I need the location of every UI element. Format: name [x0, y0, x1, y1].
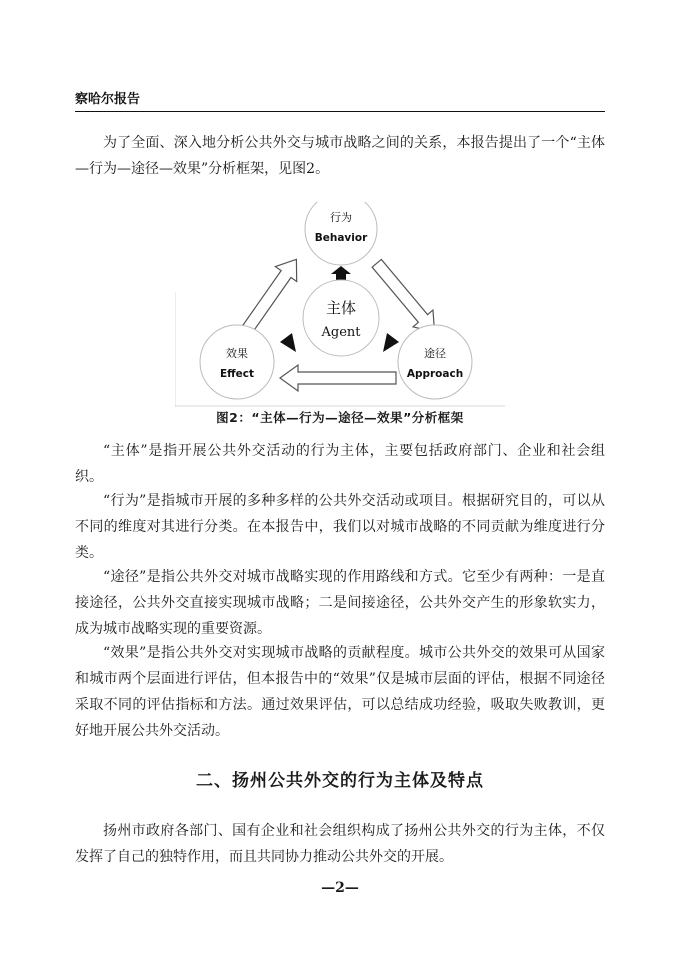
behavior-label-cn: 行为 — [330, 211, 352, 224]
intro-paragraph: 为了全面、深入地分析公共外交与城市战略之间的关系，本报告提出了一个“主体—行为—途径—效果”分析框架，见图2。 — [75, 135, 605, 177]
approach-paragraph: “途径”是指公共外交对城市战略实现的作用路线和方式。它至少有两种：一是直接途径，公共外交直接实现城市战略；二是间接途径，公共外交产生的形象软实力，成为城市战略实现的重要资源。 — [75, 569, 605, 637]
solid-arrow-up — [331, 266, 351, 280]
effect-node — [200, 325, 274, 399]
approach-node — [398, 325, 472, 399]
figure-caption: 图2：“主体—行为—途径—效果”分析框架 — [216, 410, 464, 425]
section-heading: 二、扬州公共外交的行为主体及特点 — [196, 771, 484, 791]
behavior-label-en: Behavior — [314, 232, 368, 244]
header-divider — [75, 111, 605, 112]
arrow-approach-to-effect — [280, 365, 396, 391]
approach-label-cn: 途径 — [424, 347, 446, 360]
solid-arrow-right — [383, 333, 399, 352]
report-header-title: 察哈尔报告 — [75, 92, 141, 107]
effect-label-en: Effect — [219, 368, 255, 380]
agent-node — [303, 280, 379, 356]
effect-paragraph: “效果”是指公共外交对实现城市战略的贡献程度。城市公共外交的效果可从国家和城市两个层面进行评估，但本报告中的“效果”仅是城市层面的评估，根据不同途径采取不同的评估指标和方法。通过效果评估，可以总结成功经验，吸取失败教训，更好地开展公共外交活动。 — [75, 645, 605, 739]
agent-label-en: Agent — [321, 325, 361, 340]
effect-label-cn: 效果 — [226, 347, 248, 360]
agent-paragraph: “主体”是指开展公共外交活动的行为主体，主要包括政府部门、企业和社会组织。 — [75, 443, 605, 485]
agent-label-cn: 主体 — [325, 299, 357, 317]
framework-diagram — [175, 202, 505, 407]
approach-label-en: Approach — [406, 368, 464, 380]
section-body-paragraph: 扬州市政府各部门、国有企业和社会组织构成了扬州公共外交的行为主体，不仅发挥了自己的独特作用，而且共同协力推动公共外交的开展。 — [75, 823, 605, 865]
behavior-paragraph: “行为”是指城市开展的多种多样的公共外交活动或项目。根据研究目的，可以从不同的维度对其进行分类。在本报告中，我们以对城市战略的不同贡献为维度进行分类。 — [75, 493, 605, 561]
page-number: —2— — [321, 880, 359, 896]
solid-arrow-left — [280, 333, 296, 352]
